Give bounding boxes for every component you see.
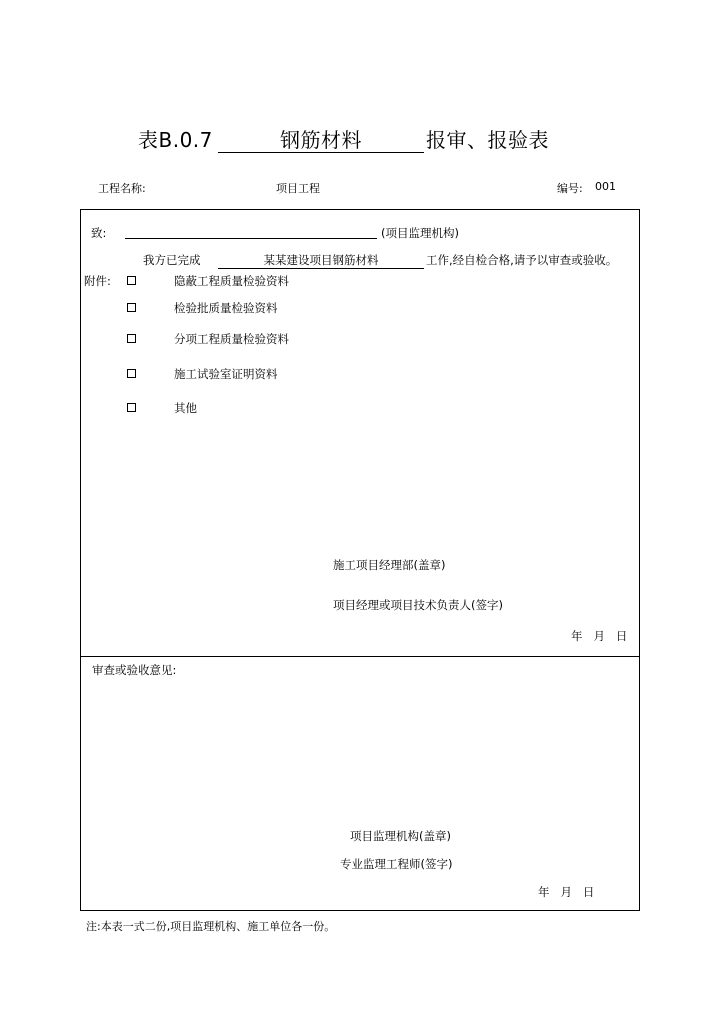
intro-prefix: 我方已完成 xyxy=(143,253,201,267)
dept-stamp-label: 施工项目经理部(盖章) xyxy=(333,558,446,572)
attachments-label: 附件: xyxy=(84,274,111,288)
number-value: 001 xyxy=(595,180,616,193)
attachment-item-inspection-lot: 检验批质量检验资料 xyxy=(174,301,278,315)
project-name-label: 工程名称: xyxy=(98,182,146,195)
title-suffix: 报审、报验表 xyxy=(426,128,549,152)
to-suffix: (项目监理机构) xyxy=(381,226,459,240)
completed-work-text: 某某建设项目钢筋材料 xyxy=(263,253,379,267)
title-subject: 钢筋材料 xyxy=(218,124,424,153)
attachment-checkbox[interactable] xyxy=(127,303,136,312)
intro-suffix: 工作,经自检合格,请予以审查或验收。 xyxy=(426,253,618,267)
attachment-checkbox[interactable] xyxy=(127,369,136,378)
engineer-sign-label: 专业监理工程师(签字) xyxy=(340,857,453,871)
number-label: 编号: xyxy=(557,182,583,195)
to-recipient-blank[interactable] xyxy=(125,238,377,239)
attachment-checkbox[interactable] xyxy=(127,334,136,343)
attachment-item-lab-proof: 施工试验室证明资料 xyxy=(174,367,278,381)
attachment-item-hidden-works: 隐蔽工程质量检验资料 xyxy=(174,274,289,288)
attachment-checkbox[interactable] xyxy=(127,276,136,285)
to-label: 致: xyxy=(91,226,107,240)
project-name-value: 项目工程 xyxy=(276,182,320,195)
section-divider xyxy=(80,656,640,657)
footnote: 注:本表一式二份,项目监理机构、施工单位各一份。 xyxy=(86,920,336,933)
org-stamp-label: 项目监理机构(盖章) xyxy=(350,829,451,843)
attachment-item-other: 其他 xyxy=(174,401,197,415)
manager-sign-label: 项目经理或项目技术负责人(签字) xyxy=(333,598,503,612)
attachment-checkbox[interactable] xyxy=(127,403,136,412)
title-prefix: 表B.0.7 xyxy=(138,128,213,152)
section2-date: 年 月 日 xyxy=(538,885,595,899)
completed-work-field[interactable] xyxy=(218,252,424,269)
section1-date: 年 月 日 xyxy=(571,629,628,643)
opinion-label: 审查或验收意见: xyxy=(92,663,177,677)
attachment-item-sub-item: 分项工程质量检验资料 xyxy=(174,332,289,346)
